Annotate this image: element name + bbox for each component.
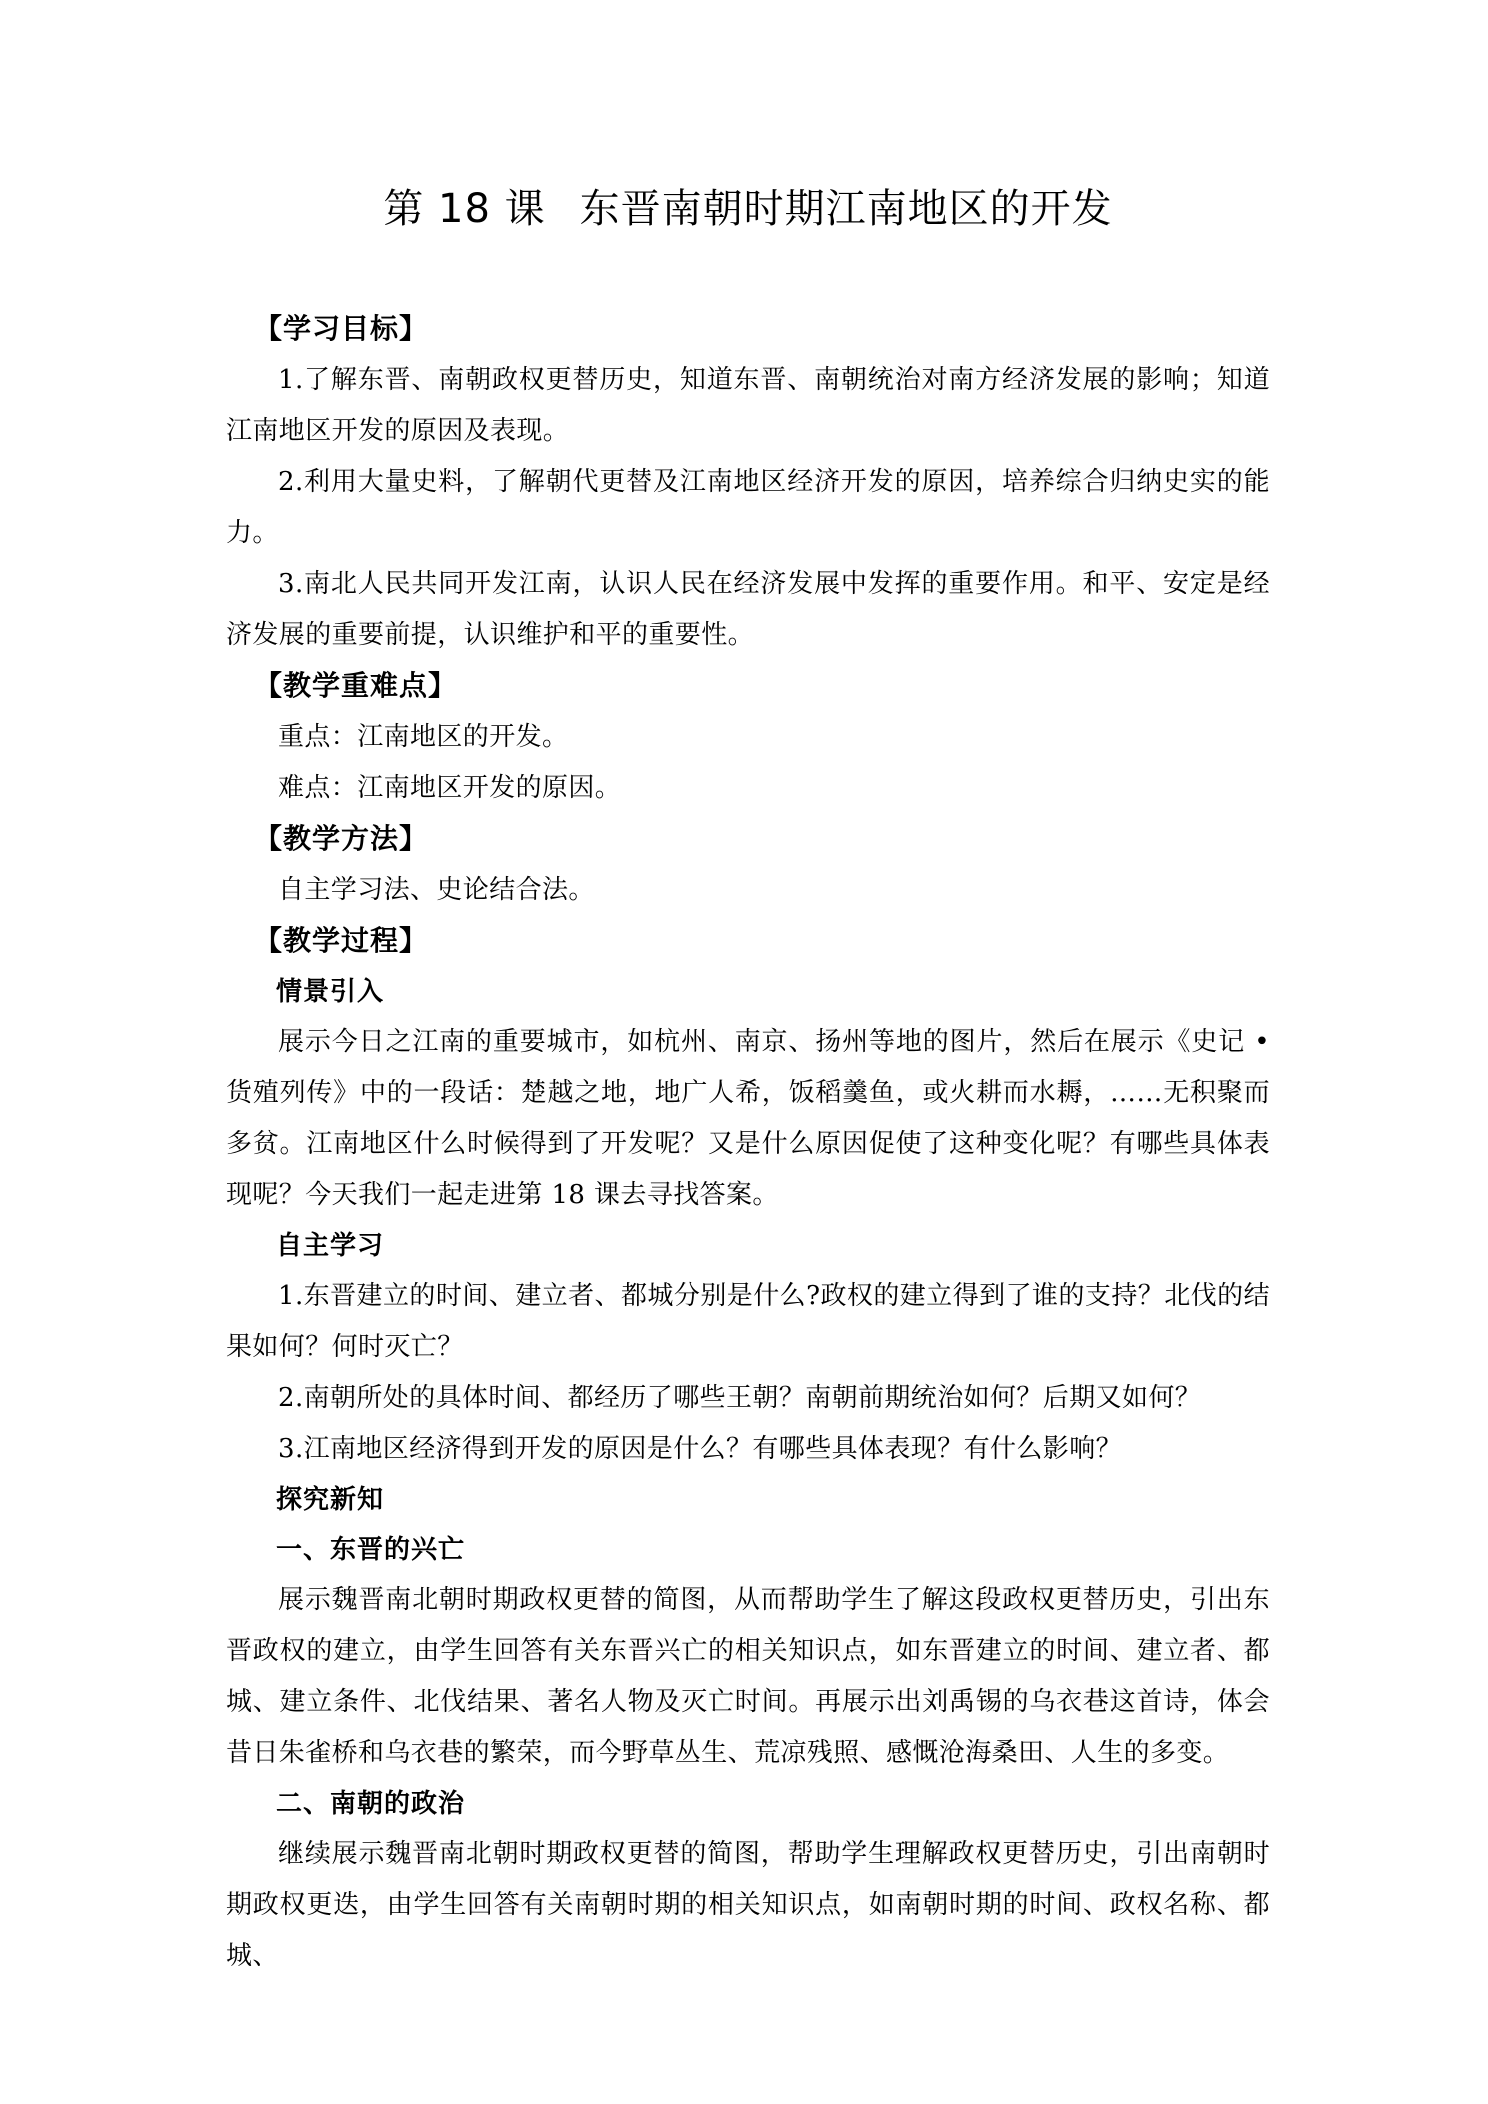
teaching-methods-text: 自主学习法、史论结合法。 (278, 875, 595, 905)
subheading-explore: 探究新知 (276, 1485, 385, 1515)
goal-item-2: 2.利用大量史料，了解朝代更替及江南地区经济开发的原因，培养综合归纳史实的能力。 (226, 467, 1270, 548)
key-point-difficulty: 难点：江南地区开发的原因。 (278, 773, 622, 803)
intro-paragraph: 展示今日之江南的重要城市，如杭州、南京、扬州等地的图片，然后在展示《史记 • 货殖列传》中的一段话：楚越之地，地广人希，饭稻羹鱼，或火耕而水耨，……无积聚而多贫。江南地区什么时候得到了开发呢？又是什么原因促使了这种变化呢？有哪些具体表现呢？今天我们一起走进第 18 课去寻找答案。 (226, 1027, 1270, 1210)
title-text: 东晋南朝时期江南地区的开发 (579, 186, 1113, 232)
subheading-part-1: 一、东晋的兴亡 (276, 1535, 466, 1565)
title-lesson-number: 第 18 课 (383, 186, 546, 232)
subheading-intro: 情景引入 (276, 977, 385, 1007)
self-study-item-3: 3.江南地区经济得到开发的原因是什么？有哪些具体表现？有什么影响？ (278, 1434, 1123, 1464)
self-study-item-2: 2.南朝所处的具体时间、都经历了哪些王朝？南朝前期统治如何？后期又如何？ (278, 1383, 1202, 1413)
part-1-paragraph: 展示魏晋南北朝时期政权更替的简图，从而帮助学生了解这段政权更替历史，引出东晋政权的建立，由学生回答有关东晋兴亡的相关知识点，如东晋建立的时间、建立者、都城、建立条件、北伐结果、著名人物及灭亡时间。再展示出刘禹锡的乌衣巷这首诗，体会昔日朱雀桥和乌衣巷的繁荣，而今野草丛生、荒凉残照、感慨沧海桑田、人生的多变。 (226, 1585, 1270, 1768)
document-body (226, 304, 1270, 1982)
key-point-focus: 重点：江南地区的开发。 (278, 722, 569, 752)
subheading-part-2: 二、南朝的政治 (276, 1789, 466, 1819)
heading-learning-goals: 【学习目标】 (254, 312, 429, 345)
document-page (226, 0, 1270, 2104)
subheading-self-study: 自主学习 (276, 1231, 385, 1261)
heading-teaching-methods: 【教学方法】 (254, 822, 429, 855)
self-study-item-1: 1.东晋建立的时间、建立者、都城分别是什么?政权的建立得到了谁的支持？北伐的结果如何？何时灭亡？ (226, 1281, 1270, 1362)
goal-item-1: 1.了解东晋、南朝政权更替历史，知道东晋、南朝统治对南方经济发展的影响；知道江南地区开发的原因及表现。 (226, 365, 1270, 446)
heading-teaching-process: 【教学过程】 (254, 924, 429, 957)
page-title (226, 186, 1270, 232)
goal-item-3: 3.南北人民共同开发江南，认识人民在经济发展中发挥的重要作用。和平、安定是经济发展的重要前提，认识维护和平的重要性。 (226, 569, 1270, 650)
heading-key-points: 【教学重难点】 (254, 669, 458, 702)
part-2-paragraph: 继续展示魏晋南北朝时期政权更替的简图，帮助学生理解政权更替历史，引出南朝时期政权更迭，由学生回答有关南朝时期的相关知识点，如南朝时期的时间、政权名称、都城、 (226, 1839, 1270, 1971)
